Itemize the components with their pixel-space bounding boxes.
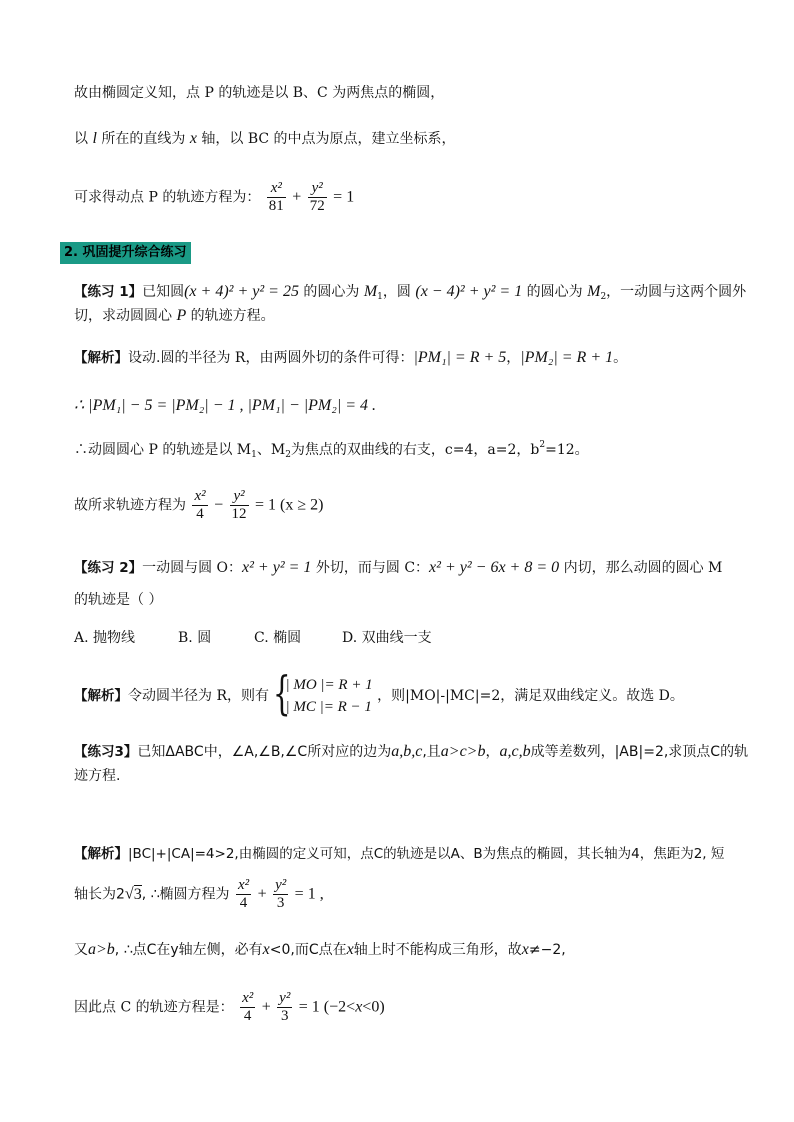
math-expression: x² + y² − 6x + 8 = 0 <box>429 559 560 576</box>
exercise-1-therefore <box>74 396 376 416</box>
math-op: − <box>214 496 224 514</box>
math-op: + <box>257 885 267 903</box>
subscript: 1 <box>251 450 257 460</box>
exercise-3-solution-line-3 <box>74 940 566 960</box>
text-span: 的轨迹方程。 <box>186 308 275 324</box>
fraction-num: x² <box>237 877 250 893</box>
math-expression: x² + y² = 1 <box>242 559 312 576</box>
fraction-den: 4 <box>196 506 204 522</box>
text-span: 的圆心为 <box>298 284 364 300</box>
exercise-1-answer <box>74 488 323 523</box>
text-span: <0,而C点在 <box>269 942 347 958</box>
text-span: ，一动圆与这两个圆外 <box>606 284 747 300</box>
math-expression: = 1 (x ≥ 2) <box>255 496 324 514</box>
text-span: 可求得动点 P 的轨迹方程为： <box>74 189 261 206</box>
exercise-1-conclusion <box>74 440 589 460</box>
math-var: P <box>176 307 187 324</box>
math-expression: = 1 (−2< <box>298 998 356 1016</box>
text-span: 因此点 C 的轨迹方程是： <box>74 999 234 1016</box>
math-var: x <box>521 941 529 958</box>
subscript: 2 <box>285 450 291 460</box>
fraction-num: x² <box>242 990 254 1006</box>
exercise-tag: 【练习 1】 <box>74 284 143 300</box>
text-span: 故所求轨迹方程为 <box>74 497 186 514</box>
text-span: 的圆心为 <box>522 284 588 300</box>
math-op: = 1 <box>333 188 355 206</box>
solution-tag: 【解析】 <box>74 846 128 862</box>
text-span: 故由椭圆定义知，点 P 的轨迹是以 B、C 为两焦点的椭圆， <box>74 85 445 101</box>
exercise-3-final-answer <box>74 990 385 1025</box>
equation-system <box>273 666 373 720</box>
math-expression: a>b <box>88 941 115 958</box>
text-span: ，则|MO|-|MC|=2，满足双曲线定义。故选 D。 <box>377 688 684 704</box>
fraction-num: y² <box>308 180 327 198</box>
math-var: x <box>262 941 270 958</box>
fraction <box>192 488 207 523</box>
exercise-tag: 【练习 2】 <box>74 560 143 576</box>
superscript: 2 <box>539 440 546 450</box>
fraction <box>230 488 249 523</box>
equation-row: | MC |= R − 1 <box>285 699 372 715</box>
text-span: 令动圆半径为 R，则有 <box>128 688 269 704</box>
math-var: l <box>92 130 97 147</box>
fraction-num: x² <box>267 180 286 198</box>
math-var: M <box>587 283 601 300</box>
text-span: 切，求动圆圆心 <box>74 308 177 324</box>
option-b: B. 圆 <box>178 630 212 646</box>
text-span: 所在的直线为 <box>96 131 190 147</box>
fraction-num: y² <box>275 877 287 893</box>
fraction <box>308 180 327 215</box>
math-expression: (x − 4)² + y² = 1 <box>415 283 523 300</box>
text-line-coordinate-system <box>74 129 456 149</box>
fraction-num: y² <box>279 990 291 1006</box>
text-span: 已知ΔABC中，∠A,∠B,∠C所对应的边为 <box>137 744 392 760</box>
text-span: |BC|+|CA|=4>2,由椭圆的定义可知，点C的轨迹是以A、B为焦点的椭圆，其长轴为4，焦距为2, 短 <box>128 846 725 862</box>
math-var: M <box>363 283 378 300</box>
math-op: + <box>292 188 302 206</box>
exercise-2-solution <box>74 666 684 720</box>
fraction <box>267 180 286 215</box>
exercise-tag: 【练习3】 <box>74 744 138 760</box>
option-d: D. 双曲线一支 <box>342 630 432 646</box>
text-span: 、M <box>256 442 286 458</box>
text-span: ， <box>506 350 521 366</box>
text-span: ,且 <box>422 744 441 760</box>
text-span: 设动.圆的半径为 R，由两圆外切的条件可得： <box>128 350 414 366</box>
math-var: x <box>346 941 354 958</box>
math-op: = 1 , <box>294 885 324 903</box>
text-span: 轴，以 BC 的中点为原点，建立坐标系， <box>196 131 456 147</box>
fraction-den: 12 <box>231 506 247 522</box>
fraction-den: 72 <box>309 198 325 214</box>
text-span: 又 <box>74 942 88 958</box>
text-line-trajectory-equation <box>74 180 354 215</box>
fraction <box>240 990 255 1025</box>
text-span: , ∴椭圆方程为 <box>141 886 230 903</box>
text-span: 以 <box>74 131 93 147</box>
exercise-1-solution <box>74 348 627 368</box>
option-a: A. 抛物线 <box>74 630 136 646</box>
text-span: 轴长为2 <box>74 886 125 903</box>
fraction-den: 4 <box>243 1008 252 1024</box>
math-var: a,c,b <box>499 743 531 760</box>
fraction-den: 81 <box>268 198 284 214</box>
math-expression: <0) <box>362 998 385 1016</box>
fraction <box>273 877 288 912</box>
fraction-den: 4 <box>239 895 248 911</box>
math-expression: (x + 4)² + y² = 25 <box>184 283 299 300</box>
exercise-2-line-2 <box>74 590 162 610</box>
exercise-3-solution-line-2 <box>74 877 324 912</box>
text-span: 内切，那么动圆的圆心 M <box>559 560 723 576</box>
fraction <box>236 877 251 912</box>
fraction <box>277 990 292 1025</box>
text-span: , ∴点C在y轴左侧，必有 <box>114 942 263 958</box>
fraction-den: 3 <box>281 1008 289 1024</box>
math-expression: ∴ |PM₁| − 5 = |PM₂| − 1 , |PM₁| − |PM₂| = 4 . <box>74 397 377 414</box>
text-span: 轴上时不能构成三角形，故 <box>353 942 522 958</box>
fraction-num: y² <box>230 488 249 506</box>
subscript: 2 <box>600 292 607 302</box>
math-op: + <box>261 998 271 1016</box>
equation-row: | MO |= R + 1 <box>285 677 373 693</box>
math-var: x <box>189 130 197 147</box>
brace-icon: { <box>273 666 292 720</box>
text-span: 。 <box>613 350 628 366</box>
text-span: 迹方程. <box>74 768 121 784</box>
solution-tag: 【解析】 <box>74 350 128 366</box>
solution-tag: 【解析】 <box>74 688 128 704</box>
section-heading: 2. 巩固提升综合练习 <box>60 242 191 264</box>
text-span: 一动圆与圆 O： <box>142 560 243 576</box>
text-span: ∴动圆圆心 P 的轨迹是以 M <box>74 442 252 458</box>
exercise-2-line-1 <box>74 558 722 578</box>
math-var: x <box>355 998 363 1016</box>
exercise-2-options <box>74 628 432 648</box>
exercise-1-line-1 <box>74 282 746 302</box>
math-expression: |PM₁| = R + 5 <box>413 349 507 366</box>
text-span: =12。 <box>545 442 589 458</box>
exercise-1-line-2 <box>74 306 275 326</box>
text-span: ， <box>485 744 500 760</box>
option-c: C. 椭圆 <box>254 630 302 646</box>
sqrt-icon: √ <box>124 885 134 903</box>
math-var: a,b,c <box>391 743 423 760</box>
text-span: 已知圆 <box>142 284 185 300</box>
subscript: 1 <box>377 292 383 302</box>
sqrt-value: 3 <box>133 885 142 903</box>
text-span: 成等差数列，|AB|=2,求顶点C的轨 <box>530 744 749 760</box>
fraction-num: x² <box>194 488 206 504</box>
exercise-3-line-1 <box>74 742 748 762</box>
math-expression: |PM₂| = R + 1 <box>520 349 614 366</box>
text-span: ≠−2, <box>528 942 566 958</box>
math-expression: a>c>b <box>440 743 486 760</box>
text-span: 的轨迹是（ ） <box>74 592 163 608</box>
fraction-den: 3 <box>276 895 285 911</box>
exercise-3-line-2 <box>74 766 120 786</box>
text-span: 为焦点的双曲线的右支，c=4，a=2，b <box>290 442 540 458</box>
text-span: 外切，而与圆 C： <box>311 560 430 576</box>
exercise-3-solution-line-1 <box>74 844 724 864</box>
text-span: ，圆 <box>382 284 416 300</box>
text-line-ellipse-definition <box>74 83 444 103</box>
